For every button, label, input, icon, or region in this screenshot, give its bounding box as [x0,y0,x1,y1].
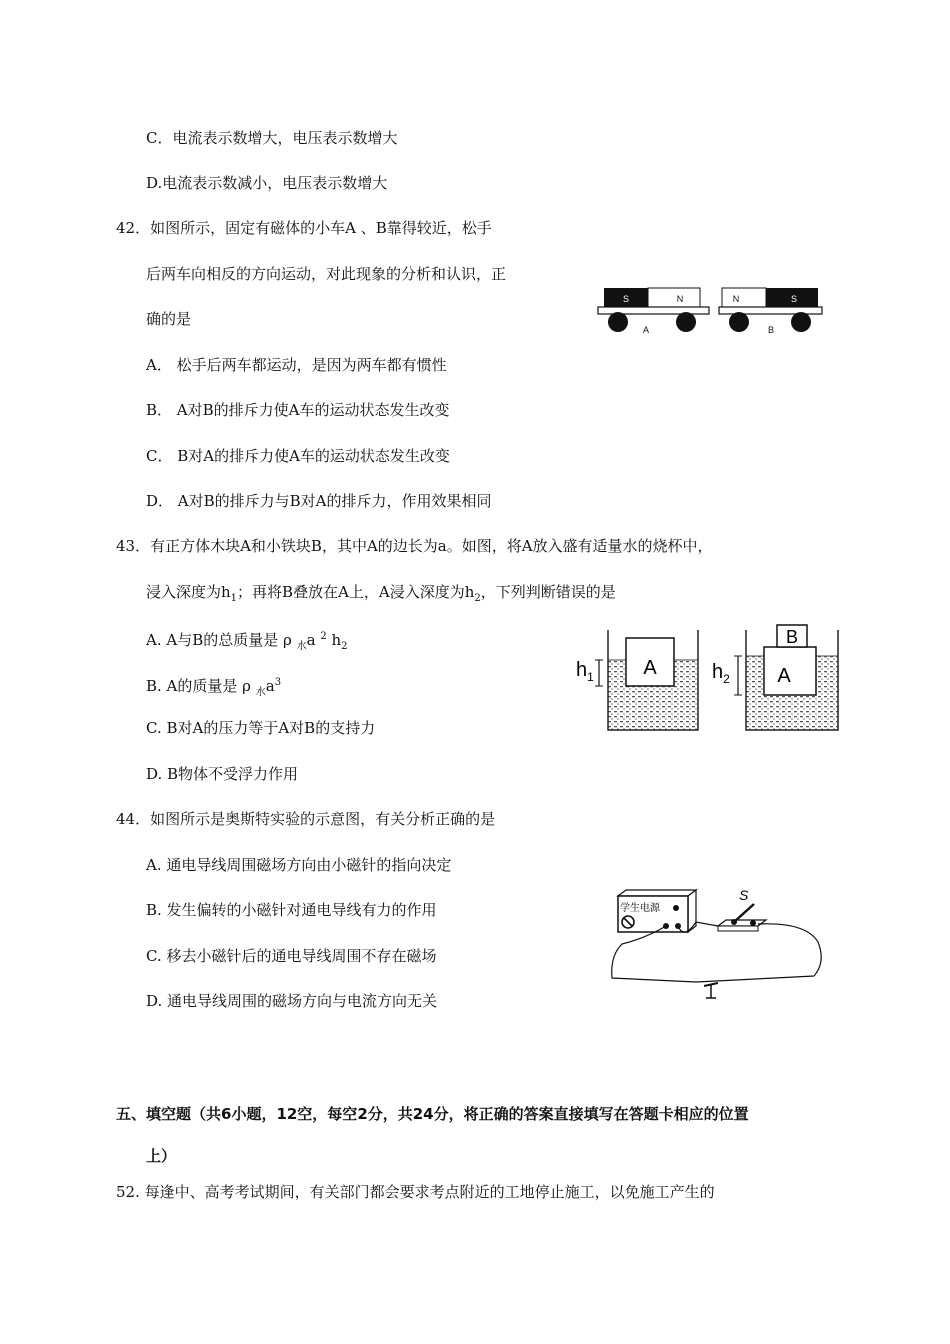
beakers-figure [566,620,842,736]
q42-option-d: D． A对B的排斥力与B对A的排斥力，作用效果相同 [146,492,492,510]
q42-stem-line1: 42．如图所示，固定有磁体的小车A 、B靠得较近，松手 [116,219,492,237]
q43-stem-line1: 43．有正方体木块A和小铁块B，其中A的边长为a。如图，将A放入盛有适量水的烧杯中， [116,537,713,555]
magnet-cars-figure [596,284,826,340]
q44-option-a: A. 通电导线周围磁场方向由小磁针的指向决定 [146,856,452,874]
car-a [598,288,709,335]
h1-label: $h_1$ [576,659,594,684]
power-supply-label: 学生电源 [620,903,660,914]
wire-switch-loop [696,924,821,982]
q43-option-c: C. B对A的压力等于A对B的支持力 [146,719,376,737]
compass-needle-icon [704,983,718,998]
car-b [719,288,822,335]
power-supply [618,890,696,932]
car-a-right-pole: N [676,294,684,304]
q44-stem: 44．如图所示是奥斯特实验的示意图，有关分析正确的是 [116,810,496,828]
wire-power-loop [612,926,696,982]
q44-option-b: B. 发生偏转的小磁针对通电导线有力的作用 [146,901,437,919]
section-5-title-cont: 上） [146,1147,177,1165]
q43-option-a: A. A与B的总质量是 ρ $_水$a $^2$ $h_2$ [146,631,348,652]
q43-stem-line2: 浸入深度为$h_1$；再将B叠放在A上，A浸入深度为$h_2$，下列判断错误的是 [146,583,616,604]
q41-option-c: C．电流表示数增大，电压表示数增大 [146,129,398,147]
oersted-figure [606,882,828,1006]
q44-option-d: D. 通电导线周围的磁场方向与电流方向无关 [146,992,438,1010]
q44-option-c: C. 移去小磁针后的通电导线周围不存在磁场 [146,947,437,965]
q42-option-a: A． 松手后两车都运动，是因为两车都有惯性 [146,356,447,374]
q42-stem-line3: 确的是 [146,310,192,328]
h2-label: $h_2$ [712,661,730,686]
beaker-left [576,630,698,730]
switch-label: S [739,887,749,903]
car-b-left-pole: N [732,294,740,304]
q42-option-b: B． A对B的排斥力使A车的运动状态发生改变 [146,401,450,419]
q42-option-c: C． B对A的排斥力使A车的运动状态发生改变 [146,447,450,465]
q42-stem-line2: 后两车向相反的方向运动，对此现象的分析和认识，正 [146,265,507,283]
car-b-wheel-left [729,312,749,332]
car-b-label: B [767,325,775,335]
car-a-wheel-right [676,312,696,332]
beaker-right [712,625,838,730]
car-a-wheel-left [608,312,628,332]
q43-option-d: D. B物体不受浮力作用 [146,765,299,783]
block-a-right-label: A [777,665,791,687]
terminal-icon [673,905,679,911]
section-5-title: 五、填空题（共6小题，12空，每空2分，共24分，将正确的答案直接填写在答题卡相应的位置 [116,1105,749,1123]
q43-option-b: B. A的质量是 ρ $_水a^3$ [146,677,282,698]
q52-stem: 52. 每逢中、高考考试期间，有关部门都会要求考点附近的工地停止施工，以免施工产生的 [116,1183,715,1201]
q41-option-d: D.电流表示数减小，电压表示数增大 [146,174,388,192]
block-a-left-label: A [643,657,657,679]
car-a-label: A [642,325,650,335]
car-a-left-pole: S [622,294,630,304]
car-b-wheel-right [791,312,811,332]
block-b-label: B [785,627,799,647]
car-b-right-pole: S [790,294,798,304]
